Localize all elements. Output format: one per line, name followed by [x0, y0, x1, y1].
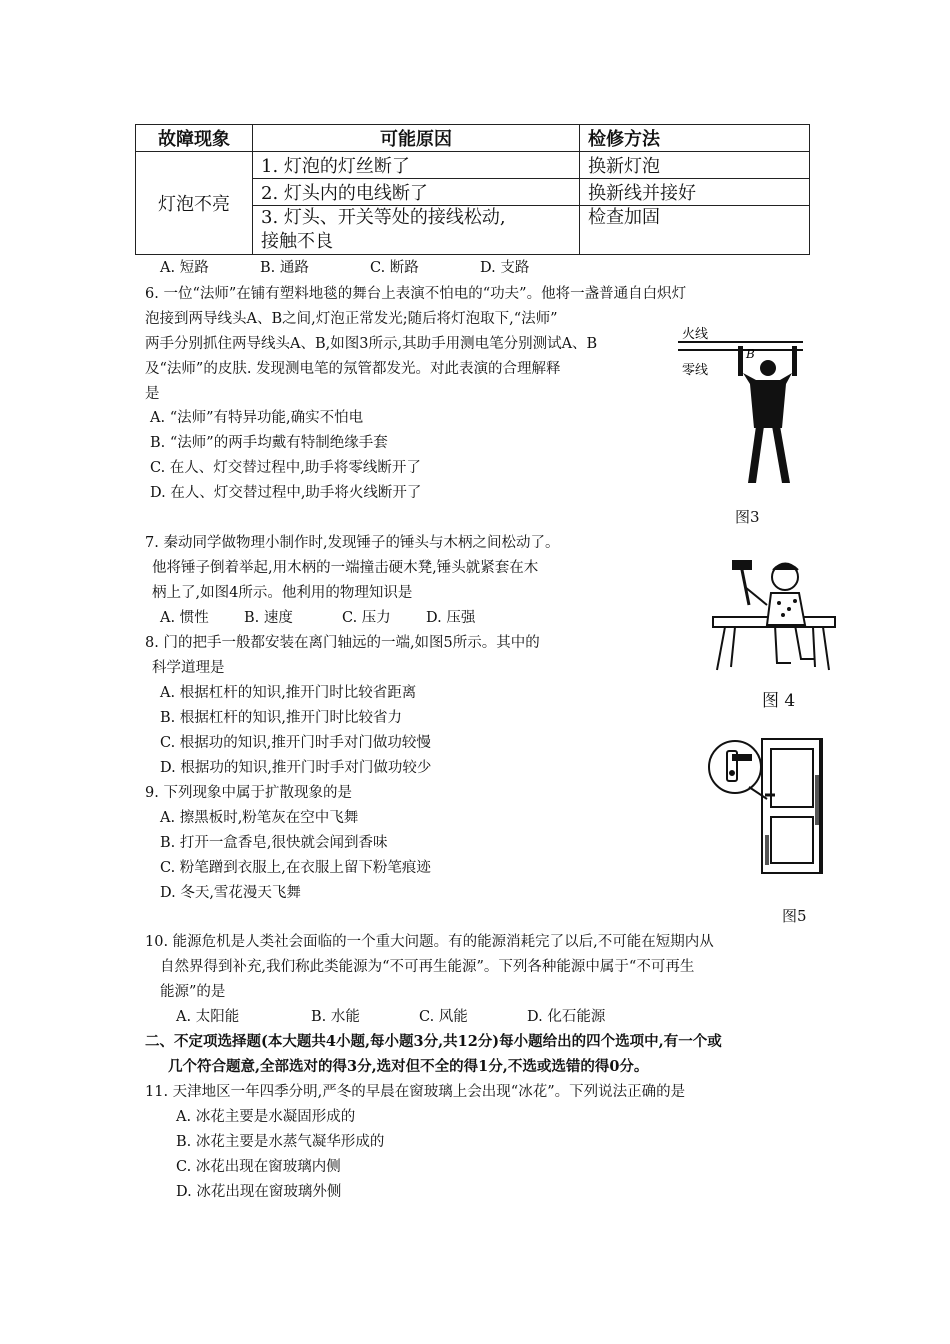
- q8-line: 8. 门的把手一般都安装在离门轴远的一端,如图5所示。其中的: [145, 635, 540, 651]
- q11-option: A. 冰花主要是水凝固形成的: [176, 1109, 356, 1125]
- option: A. 惯性: [160, 610, 209, 626]
- option: B. 速度: [244, 610, 293, 626]
- cause-cell: 2. 灯头内的电线断了: [253, 179, 580, 206]
- fault-table: [135, 124, 810, 255]
- header-cause: 可能原因: [253, 125, 580, 152]
- cause-line: 接触不良: [261, 231, 333, 252]
- option: D. 压强: [426, 610, 476, 626]
- figure-5-caption: 图5: [782, 907, 807, 925]
- q11-option: D. 冰花出现在窗玻璃外侧: [176, 1184, 342, 1200]
- q7-line: 柄上了,如图4所示。他利用的物理知识是: [152, 585, 413, 601]
- q8-option: D. 根据功的知识,推开门时手对门做功较少: [160, 760, 432, 776]
- option: B. 通路: [260, 260, 309, 276]
- option: D. 支路: [480, 260, 530, 276]
- q9-option: A. 擦黑板时,粉笔灰在空中飞舞: [160, 810, 359, 826]
- figure-3-illustration: [668, 318, 813, 488]
- header-symptom: 故障现象: [136, 125, 253, 152]
- label-b: B: [746, 347, 755, 361]
- q5-options: [160, 256, 529, 277]
- q8-option: A. 根据杠杆的知识,推开门时比较省距离: [160, 685, 417, 701]
- figure-5-illustration: [705, 735, 830, 880]
- header-fix: 检修方法: [580, 125, 810, 152]
- live-wire-label: 火线: [682, 327, 709, 342]
- q6-option: C. 在人、灯交替过程中,助手将零线断开了: [150, 460, 421, 476]
- option: C. 断路: [370, 260, 419, 276]
- cause-cell: 1. 灯泡的灯丝断了: [253, 152, 580, 179]
- section-2-heading-cont: 几个符合题意,全部选对的得3分,选对但不全的得1分,不选或选错的得0分。: [168, 1058, 649, 1075]
- q6-line: 及“法师”的皮肤. 发现测电笔的氖管都发光。对此表演的合理解释: [145, 361, 561, 377]
- figure-4-illustration: [705, 555, 840, 680]
- figure-4-caption: 图 4: [762, 691, 796, 711]
- q11-option: B. 冰花主要是水蒸气凝华形成的: [176, 1134, 385, 1150]
- option: C. 风能: [419, 1009, 468, 1025]
- q9-line: 9. 下列现象中属于扩散现象的是: [145, 785, 352, 801]
- q8-option: B. 根据杠杆的知识,推开门时比较省力: [160, 710, 402, 726]
- q9-option: C. 粉笔蹭到衣服上,在衣服上留下粉笔痕迹: [160, 860, 431, 876]
- option: A. 短路: [160, 260, 209, 276]
- neutral-wire-label: 零线: [682, 363, 709, 378]
- q10-options: [176, 1005, 605, 1026]
- q8-option: C. 根据功的知识,推开门时手对门做功较慢: [160, 735, 431, 751]
- q6-option: D. 在人、灯交替过程中,助手将火线断开了: [150, 485, 422, 501]
- cause-cell: [253, 206, 580, 255]
- q6-line: 泡接到两导线头A、B之间,灯泡正常发光;随后将灯泡取下,“法师”: [145, 311, 558, 327]
- q10-line: 10. 能源危机是人类社会面临的一个重大问题。有的能源消耗完了以后,不可能在短期内从: [145, 934, 714, 950]
- q6-line: 6. 一位“法师”在铺有塑料地毯的舞台上表演不怕电的“功夫”。他将一盏普通自白炽灯: [145, 286, 687, 302]
- q7-line: 7. 秦动同学做物理小制作时,发现锤子的锤头与木柄之间松动了。: [145, 535, 560, 551]
- q7-line: 他将锤子倒着举起,用木柄的一端撞击硬木凳,锤头就紧套在木: [152, 560, 539, 576]
- q7-options: [160, 606, 475, 627]
- symptom-cell: 灯泡不亮: [136, 152, 253, 255]
- q6-line: 是: [145, 386, 160, 402]
- option: A. 太阳能: [176, 1009, 240, 1025]
- option: B. 水能: [311, 1009, 360, 1025]
- option: D. 化石能源: [527, 1009, 606, 1025]
- fix-cell: 检查加固: [580, 206, 810, 255]
- q11-option: C. 冰花出现在窗玻璃内侧: [176, 1159, 341, 1175]
- q9-option: D. 冬天,雪花漫天飞舞: [160, 885, 301, 901]
- fix-cell: 换新灯泡: [580, 152, 810, 179]
- table-row: [136, 152, 810, 179]
- fix-cell: 换新线并接好: [580, 179, 810, 206]
- q9-option: B. 打开一盒香皂,很快就会闻到香味: [160, 835, 388, 851]
- q6-line: 两手分别抓住两导线头A、B,如图3所示,其助手用测电笔分别测试A、B: [145, 336, 598, 352]
- q8-line: 科学道理是: [152, 660, 225, 676]
- option: C. 压力: [342, 610, 391, 626]
- q10-line: 能源”的是: [160, 984, 226, 1000]
- cause-line: 3. 灯头、开关等处的接线松动,: [261, 207, 506, 228]
- person-silhouette: [738, 346, 797, 483]
- q6-option: B. “法师”的两手均戴有特制绝缘手套: [150, 435, 388, 451]
- section-2-heading: 二、不定项选择题(本大题共4小题,每小题3分,共12分)每小题给出的四个选项中,有一个或: [145, 1033, 722, 1050]
- q11-line: 11. 天津地区一年四季分明,严冬的早晨在窗玻璃上会出现“冰花”。下列说法正确的是: [145, 1084, 686, 1100]
- table-header-row: [136, 125, 810, 152]
- figure-3-caption: 图3: [735, 508, 760, 526]
- q6-option: A. “法师”有特异功能,确实不怕电: [150, 410, 364, 426]
- q10-line: 自然界得到补充,我们称此类能源为“不可再生能源”。下列各种能源中属于“不可再生: [160, 959, 695, 975]
